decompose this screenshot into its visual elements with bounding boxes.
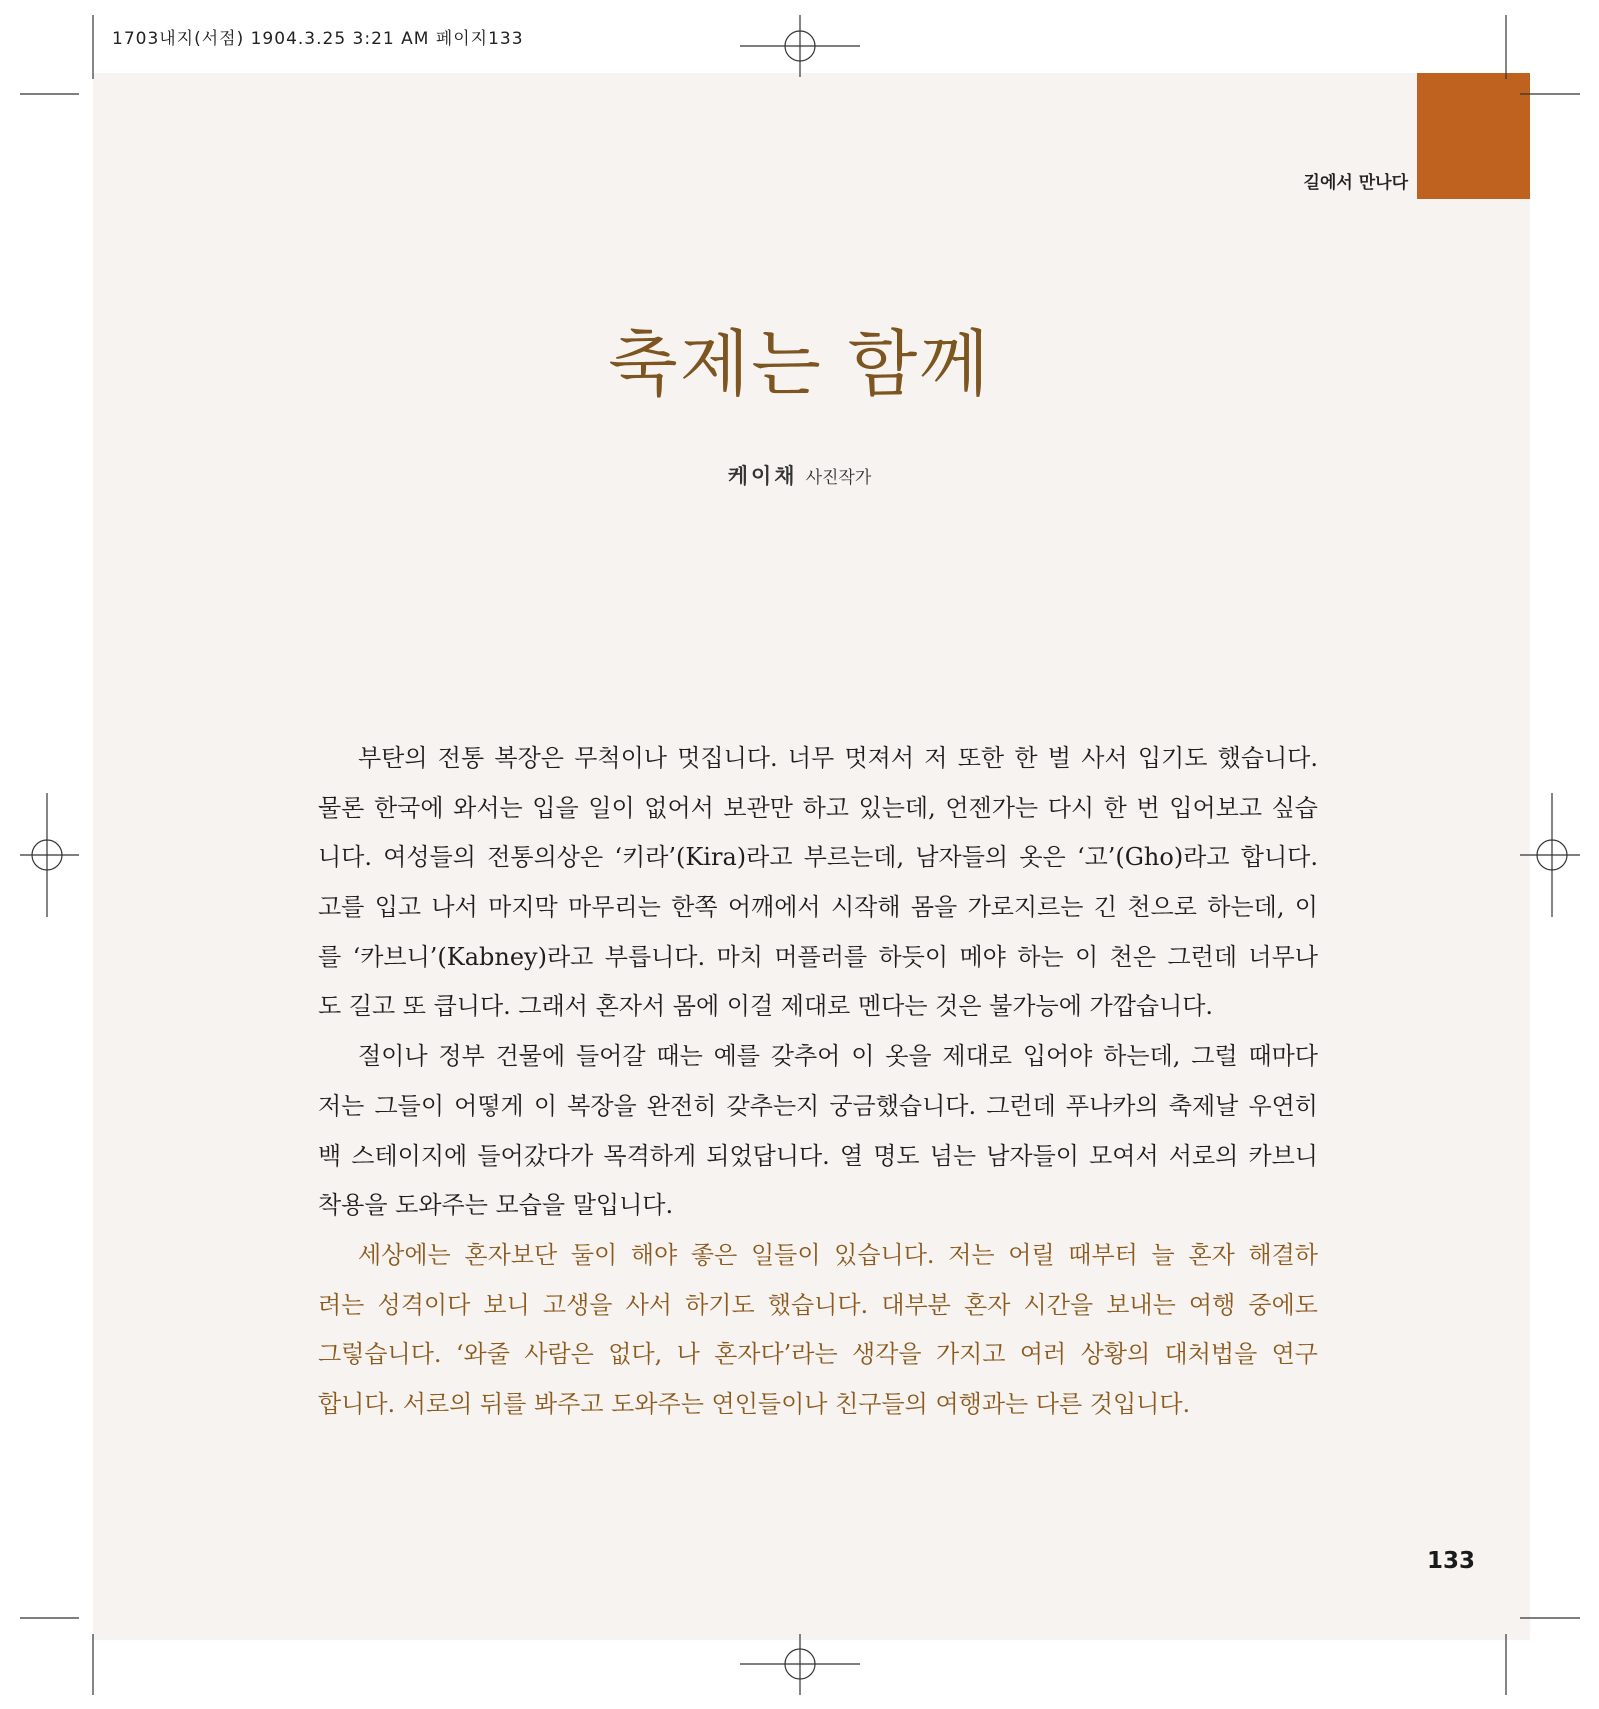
paragraph-2 bbox=[318, 1032, 1318, 1231]
body-line: 부탄의 전통 복장은 무척이나 멋집니다. 너무 멋져서 저 또한 한 벌 사서 입기도 했습니다. bbox=[358, 744, 1318, 772]
body-line: 그렇습니다. ‘와줄 사람은 없다, 나 혼자다’라는 생각을 가지고 여러 상황의 대처법을 연구 bbox=[318, 1340, 1318, 1369]
section-tab bbox=[1417, 73, 1530, 199]
body-line: 착용을 도와주는 모습을 말입니다. bbox=[318, 1191, 674, 1220]
print-slug: 1703내지(서점) 1904.3.25 3:21 AM 페이지133 bbox=[112, 29, 524, 49]
page-number: 133 bbox=[1427, 1548, 1476, 1574]
author-role: 사진작가 bbox=[805, 468, 872, 488]
paragraph-3-highlighted bbox=[318, 1231, 1318, 1430]
body-line: 물론 한국에 와서는 입을 일이 없어서 보관만 하고 있는데, 언젠가는 다시 한 번 입어보고 싶습 bbox=[318, 793, 1318, 822]
registration-mark bbox=[32, 840, 62, 870]
registration-mark bbox=[785, 31, 815, 61]
body-line: 합니다. 서로의 뒤를 봐주고 도와주는 연인들이나 친구들의 여행과는 다른 것입니다. bbox=[318, 1389, 1191, 1418]
body-line: 도 길고 또 큽니다. 그래서 혼자서 몸에 이걸 제대로 멘다는 것은 불가능에 가깝습니다. bbox=[318, 992, 1214, 1021]
article-title: 축제는 함께 bbox=[608, 322, 991, 406]
registration-mark bbox=[785, 1649, 815, 1679]
body-line: 절이나 정부 건물에 들어갈 때는 예를 갖추어 이 옷을 제대로 입어야 하는데, 그럴 때마다 bbox=[358, 1042, 1318, 1071]
body-line: 를 ‘카브니’(Kabney)라고 부릅니다. 마치 머플러를 하듯이 메야 하는 이 천은 그런데 너무나 bbox=[318, 942, 1318, 971]
registration-mark bbox=[1537, 840, 1567, 870]
byline bbox=[0, 460, 1599, 490]
author-name: 케이채 bbox=[727, 464, 798, 488]
body-line: 세상에는 혼자보단 둘이 해야 좋은 일들이 있습니다. 저는 어릴 때부터 늘 혼자 해결하 bbox=[358, 1240, 1318, 1269]
body-line: 백 스테이지에 들어갔다가 목격하게 되었답니다. 열 명도 넘는 남자들이 모여서 서로의 카브니 bbox=[318, 1141, 1318, 1170]
body-line: 려는 성격이다 보니 고생을 사서 하기도 했습니다. 대부분 혼자 시간을 보내는 여행 중에도 bbox=[318, 1290, 1318, 1319]
body-line: 고를 입고 나서 마지막 마무리는 한쪽 어깨에서 시작해 몸을 가로지르는 긴 천으로 하는데, 이 bbox=[318, 893, 1318, 922]
body-line: 니다. 여성들의 전통의상은 ‘키라’(Kira)라고 부르는데, 남자들의 옷은 ‘고’(Gho)라고 합니다. bbox=[318, 843, 1318, 872]
article-body bbox=[318, 734, 1318, 1430]
paragraph-1 bbox=[318, 734, 1318, 1032]
section-label: 길에서 만나다 bbox=[1303, 173, 1408, 193]
body-line: 저는 그들이 어떻게 이 복장을 완전히 갖추는지 궁금했습니다. 그런데 푸나카의 축제날 우연히 bbox=[318, 1091, 1318, 1120]
